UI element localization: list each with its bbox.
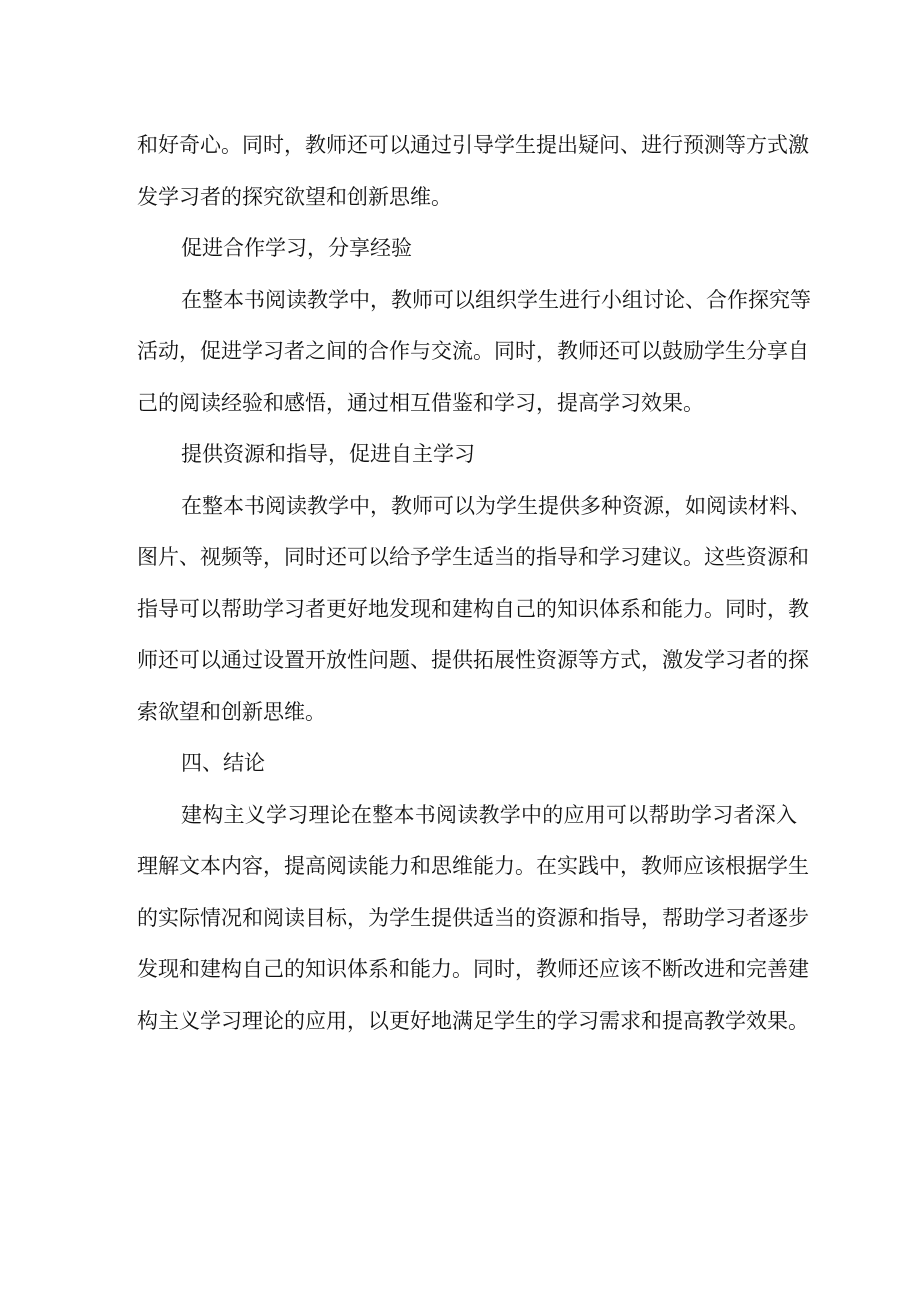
text-line: 发学习者的探究欲望和创新思维。 [137,184,452,209]
text-line: 师还可以通过设置开放性问题、提供拓展性资源等方式，激发学习者的探 [137,648,809,672]
section-heading [137,429,797,481]
text-line: 在整本书阅读教学中，教师可以为学生提供多种资源，如阅读材料、 [181,493,811,518]
text-line: 建构主义学习理论在整本书阅读教学中的应用可以帮助学习者深入 [181,802,797,827]
paragraph [137,790,809,1048]
text-line: 构主义学习理论的应用，以更好地满足学生的学习需求和提高教学效果。 [137,1008,809,1033]
text-line: 理解文本内容，提高阅读能力和思维能力。在实践中，教师应该根据学生 [137,854,809,878]
text-line: 活动，促进学习者之间的合作与交流。同时，教师还可以鼓励学生分享自 [137,339,809,363]
heading-text: 促进合作学习，分享经验 [181,236,412,260]
heading-text: 提供资源和指导，促进自主学习 [181,442,475,466]
text-line: 发现和建构自己的知识体系和能力。同时，教师还应该不断改进和完善建 [137,957,809,981]
heading-text: 四、结论 [181,751,265,775]
text-line: 和好奇心。同时，教师还可以通过引导学生提出疑问、进行预测等方式激 [137,133,809,157]
section-heading [137,223,797,275]
text-line: 索欲望和创新思维。 [137,699,326,724]
text-line: 己的阅读经验和感悟，通过相互借鉴和学习，提高学习效果。 [137,390,704,415]
text-line: 指导可以帮助学习者更好地发现和建构自己的知识体系和能力。同时，教 [137,596,809,621]
document-body [137,120,811,1047]
paragraph [137,481,811,739]
text-line: 图片、视频等，同时还可以给予学生适当的指导和学习建议。这些资源和 [137,545,809,569]
paragraph [137,275,811,430]
text-line: 在整本书阅读教学中，教师可以组织学生进行小组讨论、合作探究等 [181,287,811,312]
text-line: 的实际情况和阅读目标，为学生提供适当的资源和指导，帮助学习者逐步 [137,905,809,930]
section-heading [137,738,797,790]
paragraph [137,120,809,223]
